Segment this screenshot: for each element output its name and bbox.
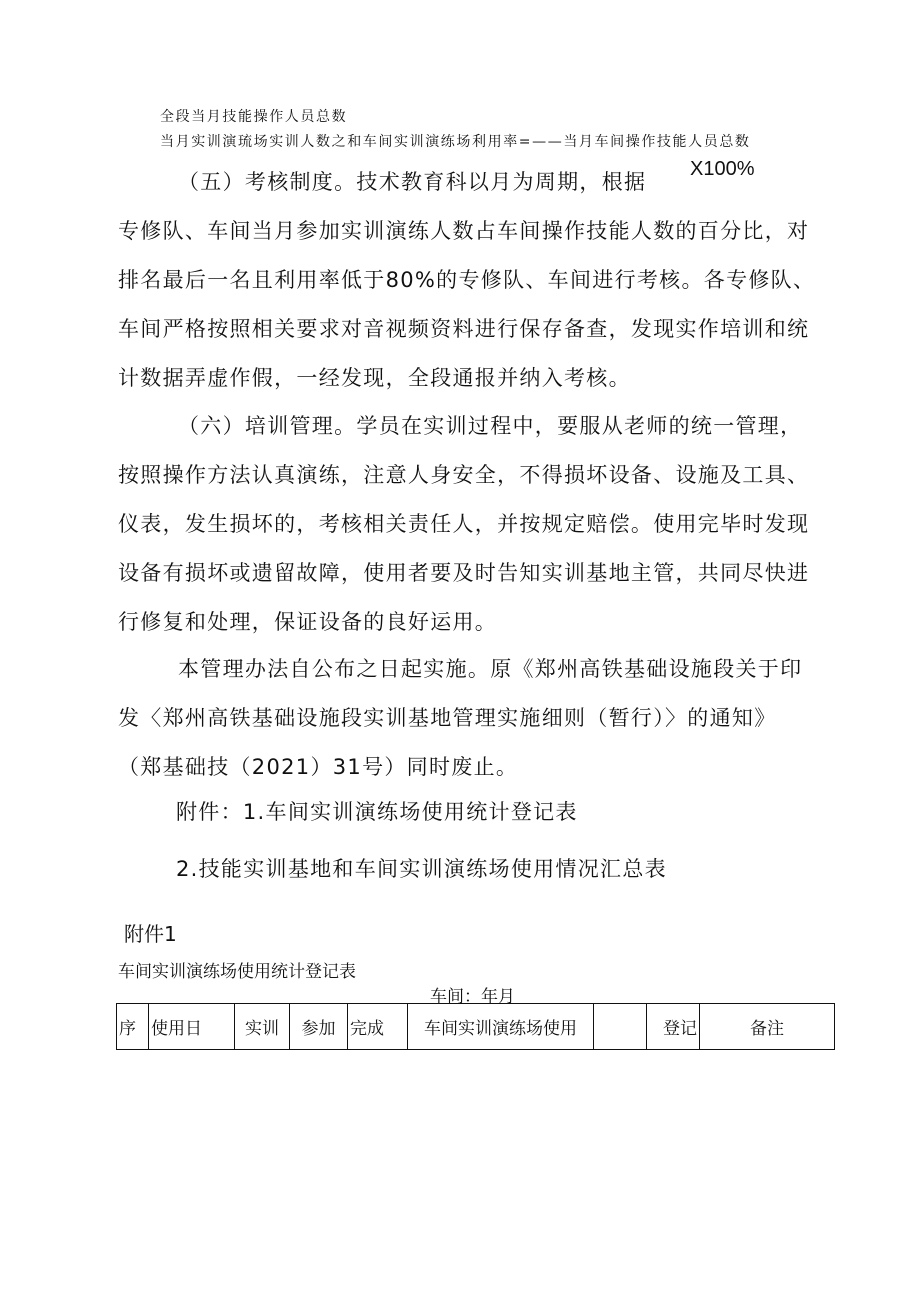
paragraph-line: 仪表，发生损坏的，考核相关责任人，并按规定赔偿。使用完毕时发现 <box>118 512 810 536</box>
column-header: 备注 <box>700 1004 835 1050</box>
column-header: 车间实训演练场使用 <box>408 1004 594 1050</box>
column-header: 序 <box>117 1004 149 1050</box>
paragraph-line: （郑基础技（2021）31号）同时废止。 <box>118 755 519 779</box>
paragraph-effective-date <box>118 645 838 792</box>
formula-main: 当月实训演琉场实训人数之和车间实训演练场利用率=——当月车间操作技能人员总数 <box>160 134 751 150</box>
paragraph-line: 车间严格按照相关要求对音视频资料进行保存备查，发现实作培训和统 <box>118 317 810 341</box>
paragraph-training-management <box>118 402 838 647</box>
paragraph-assessment <box>118 158 838 403</box>
paragraph-line: 发〈郑州高铁基础设施段实训基地管理实施细则（暂行）〉的通知》 <box>118 706 777 730</box>
attachment-2: 2.技能实训基地和车间实训演练场使用情况汇总表 <box>176 857 667 881</box>
column-header: 参加 <box>290 1004 348 1050</box>
paragraph-line: 专修队、车间当月参加实训演练人数占车间操作技能人数的百分比，对 <box>118 219 810 243</box>
annex-label: 附件1 <box>124 922 177 946</box>
attachment-1: 附件：1.车间实训演练场使用统计登记表 <box>176 800 578 824</box>
paragraph-line: （六）培训管理。学员在实训过程中，要服从老师的统一管理， <box>178 414 803 438</box>
registration-table <box>116 1003 835 1050</box>
annex-subheader: 车间：年月 <box>430 987 515 1007</box>
paragraph-line: 按照操作方法认真演练，注意人身安全，不得损坏设备、设施及工具、 <box>118 463 810 487</box>
formula-numerator: 全段当月技能操作人员总数 <box>160 109 348 125</box>
table-header-row <box>117 1004 835 1050</box>
paragraph-line: （五）考核制度。技术教育科以月为周期，根据 <box>178 170 647 194</box>
formula-multiplier: X100% <box>690 158 755 180</box>
paragraph-line: 行修复和处理，保证设备的良好运用。 <box>118 610 498 634</box>
column-header: 实训 <box>235 1004 290 1050</box>
column-header: 完成 <box>348 1004 408 1050</box>
column-header <box>594 1004 647 1050</box>
paragraph-line: 设备有损坏或遗留故障，使用者要及时告知实训基地主管，共同尽快进 <box>118 561 810 585</box>
annex-title: 车间实训演练场使用统计登记表 <box>118 962 356 982</box>
column-header: 登记 <box>647 1004 700 1050</box>
column-header: 使用日 <box>149 1004 235 1050</box>
paragraph-line: 计数据弄虚作假，一经发现，全段通报并纳入考核。 <box>118 366 631 390</box>
paragraph-line: 排名最后一名且利用率低于80%的专修队、车间进行考核。各专修队、 <box>118 268 816 292</box>
paragraph-line: 本管理办法自公布之日起实施。原《郑州高铁基础设施段关于印 <box>178 657 803 681</box>
